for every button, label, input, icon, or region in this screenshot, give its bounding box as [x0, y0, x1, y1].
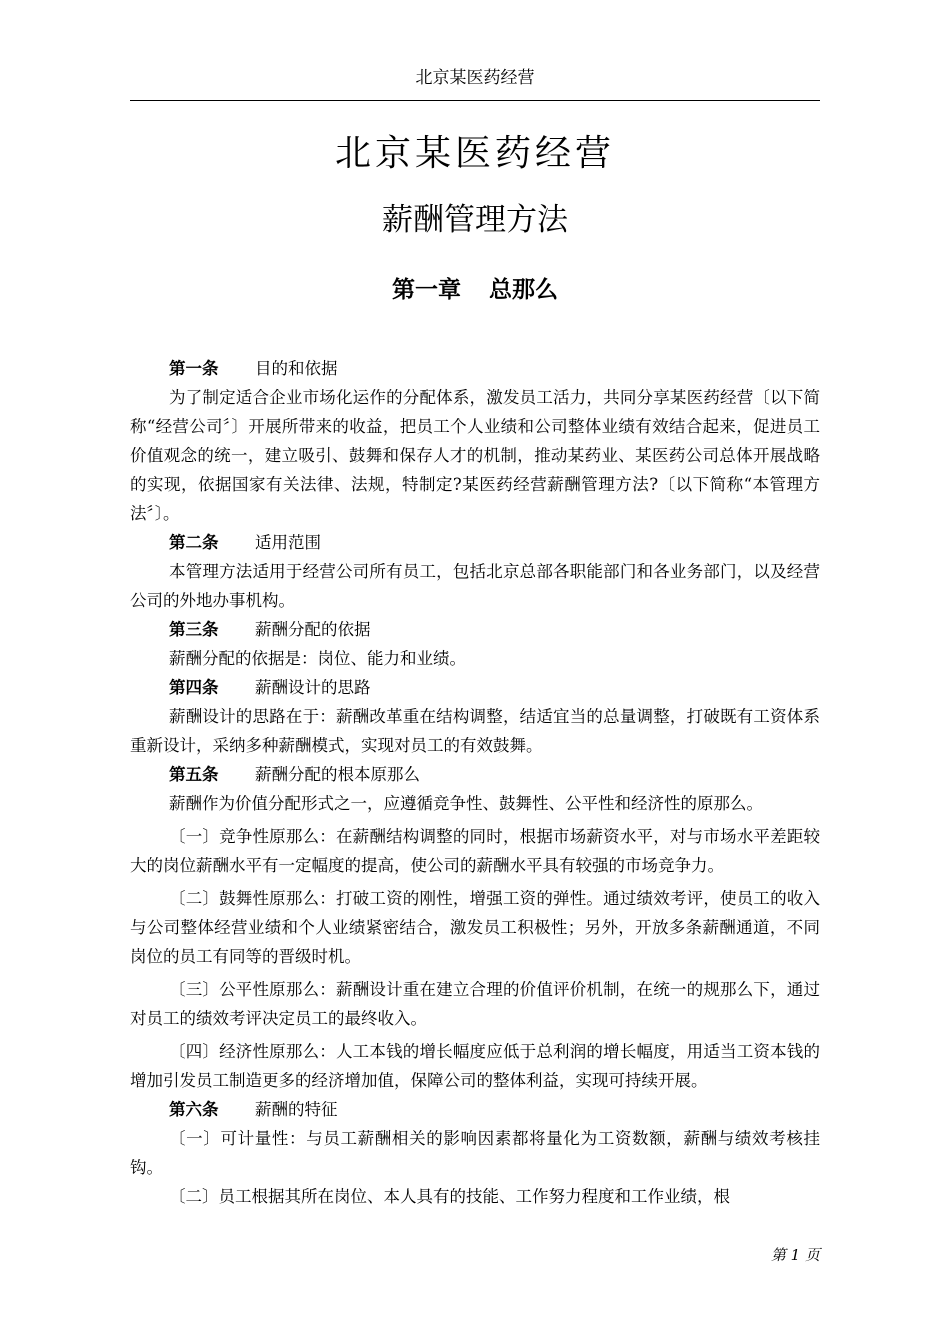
article-heading — [130, 615, 820, 644]
article-number: 第一条 — [169, 359, 219, 378]
article-paragraph: 薪酬作为价值分配形式之一，应遵循竞争性、鼓舞性、公平性和经济性的原那么。 — [169, 794, 763, 813]
article-number: 第二条 — [169, 533, 219, 552]
article-title: 适用范围 — [255, 533, 321, 552]
header-rule — [130, 100, 820, 101]
article-title: 目的和依据 — [255, 359, 338, 378]
article-title: 薪酬分配的依据 — [255, 620, 371, 639]
article-heading — [130, 673, 820, 702]
article-number: 第四条 — [169, 678, 219, 697]
article-item: 〔一〕竞争性原那么：在薪酬结构调整的同时，根据市场薪资水平，对与市场水平差距较大的岗位薪酬水平有一定幅度的提高，使公司的薪酬水平具有较强的市场竞争力。 — [130, 827, 820, 875]
article-heading — [130, 528, 820, 557]
article-item: 〔三〕公平性原那么：薪酬设计重在建立合理的价值评价机制，在统一的规那么下，通过对员工的绩效考评决定员工的最终收入。 — [130, 980, 820, 1028]
document-title: 北京某医药经营 — [334, 133, 615, 174]
document-subtitle: 薪酬管理方法 — [382, 202, 568, 238]
article-title: 薪酬的特征 — [255, 1100, 338, 1119]
article-paragraph: 薪酬设计的思路在于：薪酬改革重在结构调整，结适宜当的总量调整，打破既有工资体系重新设计，采纳多种薪酬模式，实现对员工的有效鼓舞。 — [130, 707, 820, 755]
article-item: 〔二〕鼓舞性原那么：打破工资的刚性，增强工资的弹性。通过绩效考评，使员工的收入与公司整体经营业绩和个人业绩紧密结合，激发员工积极性；另外，开放多条薪酬通道，不同岗位的员工有同等的晋级时机。 — [130, 889, 820, 966]
chapter-name: 总那么 — [489, 277, 558, 303]
document-body — [130, 354, 820, 1211]
page-number: 第 1 页 — [770, 1246, 820, 1264]
article-paragraph: 薪酬分配的依据是：岗位、能力和业绩。 — [169, 649, 466, 668]
article-paragraph: 〔二〕员工根据其所在岗位、本人具有的技能、工作努力程度和工作业绩，根 — [169, 1187, 730, 1206]
article-heading — [130, 1095, 820, 1124]
article-paragraph: 为了制定适合企业市场化运作的分配体系，激发员工活力，共同分享某医药经营〔以下简称“经营公司〞〕开展所带来的收益，把员工个人业绩和公司整体业绩有效结合起来，促进员工价值观念的统一，建立吸引、鼓舞和保存人才的机制，推动某药业、某医药公司总体开展战略的实现，依据国家有关法律、法规，特制定?某医药经营薪酬管理方法?〔以下简称“本管理方法〞〕。 — [130, 388, 820, 523]
article-paragraph: 〔一〕可计量性：与员工薪酬相关的影响因素都将量化为工资数额，薪酬与绩效考核挂钩。 — [130, 1129, 820, 1177]
article-title: 薪酬分配的根本原那么 — [255, 765, 420, 784]
article-number: 第六条 — [169, 1100, 219, 1119]
article-heading — [130, 760, 820, 789]
article-paragraph: 本管理方法适用于经营公司所有员工，包括北京总部各职能部门和各业务部门，以及经营公司的外地办事机构。 — [130, 562, 820, 610]
running-header: 北京某医药经营 — [415, 68, 535, 88]
chapter-number: 第一章 — [392, 277, 461, 303]
article-number: 第三条 — [169, 620, 219, 639]
article-heading — [130, 354, 820, 383]
article-number: 第五条 — [169, 765, 219, 784]
chapter-title — [130, 272, 820, 308]
article-title: 薪酬设计的思路 — [255, 678, 371, 697]
article-item: 〔四〕经济性原那么：人工本钱的增长幅度应低于总利润的增长幅度，用适当工资本钱的增加引发员工制造更多的经济增加值，保障公司的整体利益，实现可持续开展。 — [130, 1042, 820, 1090]
